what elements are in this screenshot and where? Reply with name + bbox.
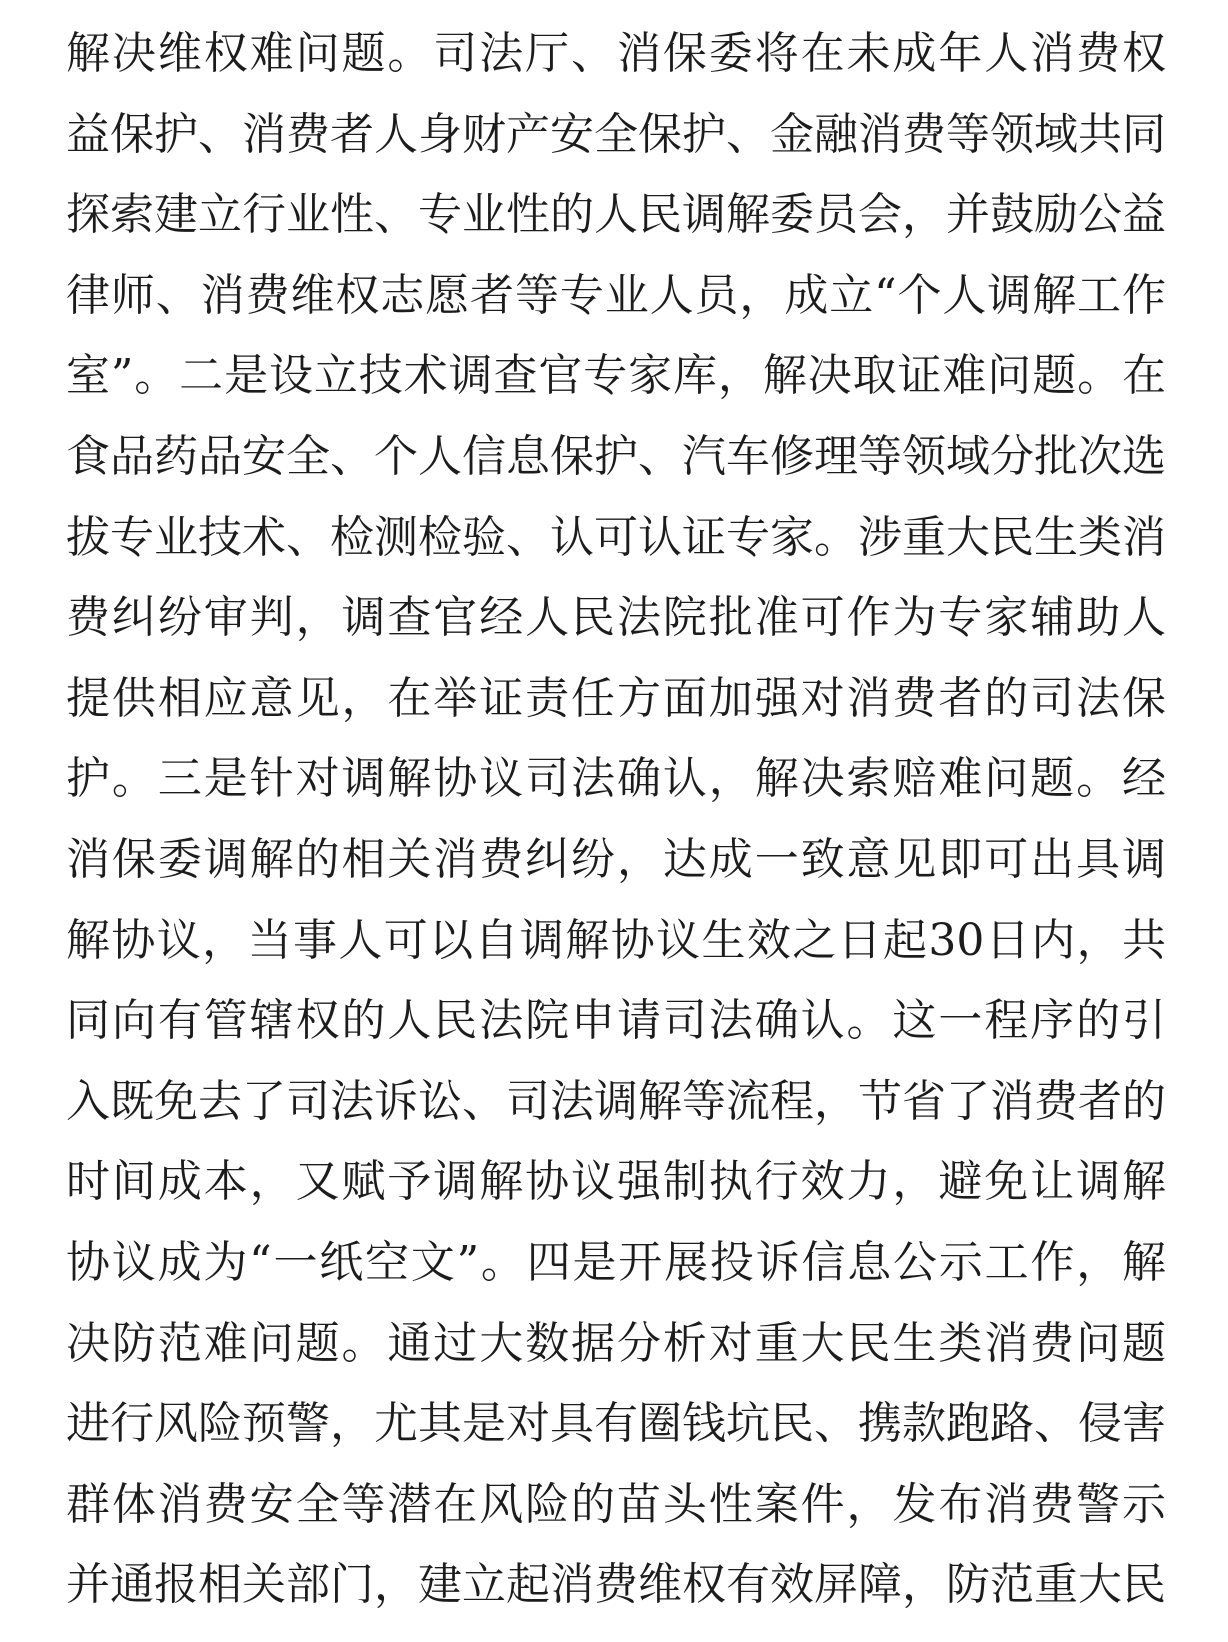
text-line: 决防范难问题。通过大数据分析对重大民生类消费问题	[66, 1317, 1166, 1369]
body-text	[66, 14, 1166, 1626]
text-line: 并通报相关部门，建立起消费维权有效屏障，防范重大民	[66, 1559, 1166, 1611]
text-line: 消保委调解的相关消费纠纷，达成一致意见即可出具调	[66, 833, 1166, 885]
text-line: 解协议，当事人可以自调解协议生效之日起30日内，共	[66, 914, 1166, 966]
text-line: 进行风险预警，尤其是对具有圈钱坑民、携款跑路、侵害	[66, 1398, 1166, 1450]
text-line: 同向有管辖权的人民法院申请司法确认。这一程序的引	[66, 995, 1166, 1047]
text-line: 护。三是针对调解协议司法确认，解决索赔难问题。经	[66, 753, 1166, 805]
text-line: 入既免去了司法诉讼、司法调解等流程，节省了消费者的	[66, 1075, 1166, 1127]
text-line: 律师、消费维权志愿者等专业人员，成立“个人调解工作	[66, 269, 1166, 321]
text-line: 提供相应意见，在举证责任方面加强对消费者的司法保	[66, 672, 1166, 724]
text-line: 解决维权难问题。司法厅、消保委将在未成年人消费权	[66, 28, 1166, 79]
text-line: 拔专业技术、检测检验、认可认证专家。涉重大民生类消	[66, 511, 1166, 563]
text-line: 费纠纷审判，调查官经人民法院批准可作为专家辅助人	[66, 592, 1166, 644]
text-line: 协议成为“一纸空文”。四是开展投诉信息公示工作，解	[66, 1236, 1166, 1288]
text-line: 益保护、消费者人身财产安全保护、金融消费等领域共同	[66, 108, 1166, 160]
text-line: 时间成本，又赋予调解协议强制执行效力，避免让调解	[66, 1156, 1166, 1208]
text-line: 食品药品安全、个人信息保护、汽车修理等领域分批次选	[66, 430, 1166, 482]
text-line: 室”。二是设立技术调查官专家库，解决取证难问题。在	[66, 350, 1166, 402]
text-line: 探索建立行业性、专业性的人民调解委员会，并鼓励公益	[66, 189, 1166, 241]
text-line: 群体消费安全等潜在风险的苗头性案件，发布消费警示	[66, 1478, 1166, 1530]
